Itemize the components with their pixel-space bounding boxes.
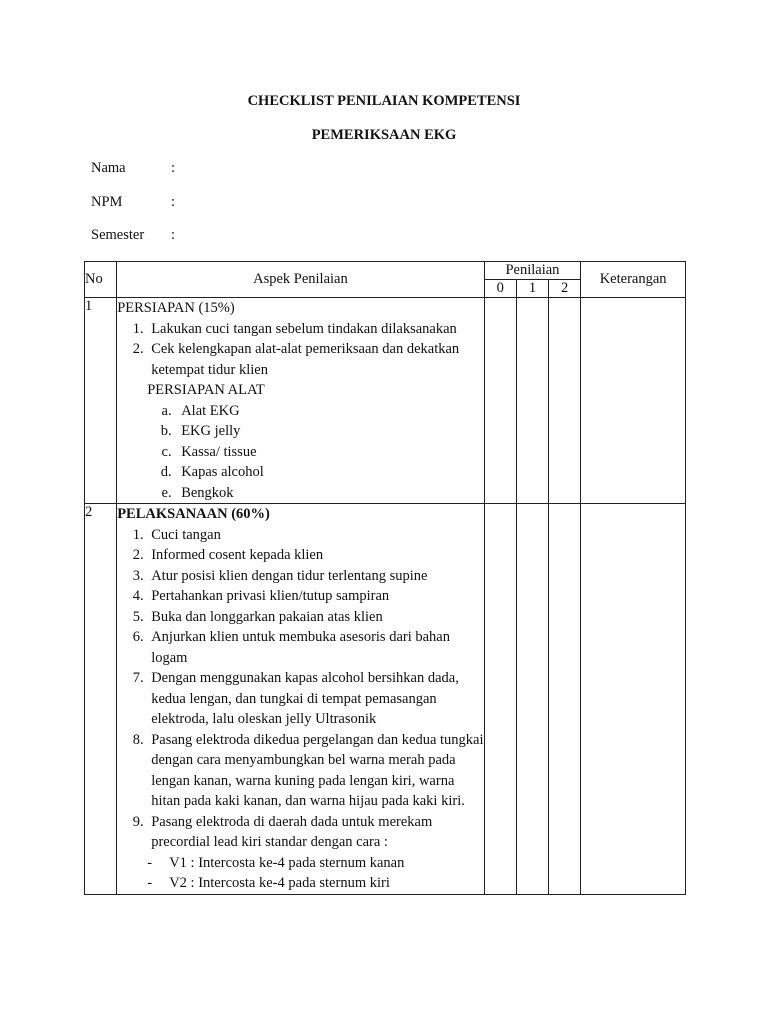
score-cell-1[interactable]: [516, 504, 548, 895]
equipment-list: [117, 401, 483, 504]
score-cell-0[interactable]: [484, 298, 516, 504]
list-item: - V2 : Intercosta ke-4 pada sternum kiri: [147, 873, 483, 894]
step-list: [117, 525, 483, 853]
field-label: Semester: [91, 227, 145, 243]
field-separator: :: [171, 227, 176, 243]
field-semester: [91, 227, 175, 244]
list-item: c. Kassa/ tissue: [175, 442, 483, 463]
sub-section-title: PERSIAPAN ALAT: [147, 382, 265, 398]
list-item: 7. Dengan menggunakan kapas alcohol bersihkan dada, kedua lengan, dan tungkai di tempat pemasangan elektroda, lalu oleskan jelly Ultrasonik: [147, 668, 483, 730]
score-cell-2[interactable]: [549, 504, 581, 895]
list-item: d. Kapas alcohol: [175, 462, 483, 483]
list-item: b. EKG jelly: [175, 421, 483, 442]
document-subtitle: PEMERIKSAAN EKG: [311, 127, 457, 143]
list-item: 6. Anjurkan klien untuk membuka asesoris dari bahan logam: [147, 627, 483, 668]
list-item: 5. Buka dan longgarkan pakaian atas klien: [147, 607, 483, 628]
document-title: CHECKLIST PENILAIAN KOMPETENSI: [247, 93, 521, 109]
step-list: [117, 319, 483, 381]
list-item: e. Bengkok: [175, 483, 483, 504]
aspek-cell: [117, 298, 484, 504]
table-row: [85, 298, 686, 504]
section-title: PELAKSANAAN (60%): [117, 506, 270, 522]
table-row: [85, 504, 686, 895]
list-item: - V1 : Intercosta ke-4 pada sternum kanan: [147, 853, 483, 874]
list-item: 9. Pasang elektroda di daerah dada untuk merekam precordial lead kiri standar dengan cara :: [147, 812, 483, 853]
keterangan-cell[interactable]: [581, 298, 686, 504]
score-cell-2[interactable]: [549, 298, 581, 504]
assessment-table: [84, 261, 686, 895]
score-cell-0[interactable]: [484, 504, 516, 895]
list-item: 2. Informed cosent kepada klien: [147, 545, 483, 566]
electrode-list: [117, 853, 483, 894]
header-score-1: 1: [516, 280, 548, 298]
section-title: PERSIAPAN (15%): [117, 300, 235, 316]
list-item: 3. Atur posisi klien dengan tidur terlentang supine: [147, 566, 483, 587]
header-score-0: 0: [484, 280, 516, 298]
row-number: 2: [85, 504, 117, 895]
field-separator: :: [171, 194, 176, 210]
aspek-cell: [117, 504, 484, 895]
field-label: Nama: [91, 160, 126, 176]
keterangan-cell[interactable]: [581, 504, 686, 895]
list-item: 1. Lakukan cuci tangan sebelum tindakan dilaksanakan: [147, 319, 483, 340]
header-score-2: 2: [549, 280, 581, 298]
score-cell-1[interactable]: [516, 298, 548, 504]
list-item: 8. Pasang elektroda dikedua pergelangan dan kedua tungkai dengan cara menyambungkan bel warna merah pada lengan kanan, warna kuning pada lengan kiri, warna hitan pada kaki kanan, dan warna hijau pada kaki kiri.: [147, 730, 483, 812]
row-number: 1: [85, 298, 117, 504]
list-item: 4. Pertahankan privasi klien/tutup sampiran: [147, 586, 483, 607]
list-item: 2. Cek kelengkapan alat-alat pemeriksaan dan dekatkan ketempat tidur klien: [147, 339, 483, 380]
list-item: a. Alat EKG: [175, 401, 483, 422]
header-aspek: Aspek Penilaian: [117, 262, 484, 298]
field-label: NPM: [91, 194, 123, 210]
list-item: 1. Cuci tangan: [147, 525, 483, 546]
field-npm: [91, 194, 175, 211]
header-penilaian: Penilaian: [484, 262, 581, 280]
header-no: No: [85, 262, 117, 298]
field-separator: :: [171, 160, 176, 176]
header-keterangan: Keterangan: [581, 262, 686, 298]
field-nama: [91, 160, 175, 177]
